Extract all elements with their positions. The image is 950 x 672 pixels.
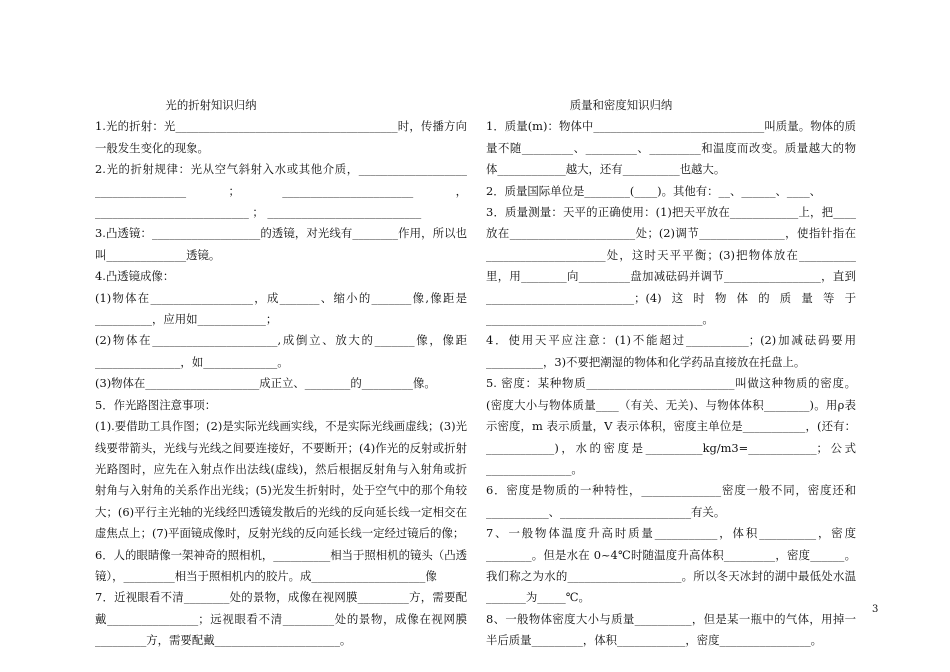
- page-number: 3: [872, 604, 879, 615]
- right-item-6: 6．密度是物质的一种特性，______________密度一般不同，密度还和___________、_______________________有关。: [486, 483, 856, 519]
- left-item-7: 7．近视眼看不清________处的景物，成像在视网膜_________方，需要配戴________________；远视眼看不清_________处的景物，成像在视网膜_________方，需要配戴______________________。: [95, 590, 467, 648]
- right-item-8: 8、一般物体密度大小与质量__________，但是某一瓶中的气体，用掉一半后质量_________，体积____________，密度________________。: [486, 611, 856, 648]
- right-item-4: 4．使用天平应注意：(1)不能超过___________；(2)加减砝码要用__________，3)不要把潮湿的物体和化学药品直接放在托盘上。: [486, 333, 856, 369]
- right-column: [486, 95, 856, 652]
- left-item-5-notes: (1).要借助工具作图；(2)是实际光线画实线，不是实际光线画虚线；(3)光线要带箭头，光线与光线之间要连接好，不要断开；(4)作光的反射或折射光路图时，应先在入射点作出法线(虚线)，然后根据反射角与入射角或折射角与入射角的关系作出光线；(5)光发生折射时，处于空气中的那个角较大；(6)平行主光轴的光线经凹透镜发散后的光线的反向延长线一定相交在虚焦点上；(7)平面镜成像时，反射光线的反向延长线一定经过镜后的像；: [95, 419, 467, 541]
- left-column: [95, 95, 471, 652]
- left-item-6: 6．人的眼睛像一架神奇的照相机，__________相当于照相机的镜头（凸透镜），_________相当于照相机内的胶片。成____________________像: [95, 547, 467, 583]
- right-item-2: 2．质量国际单位是________(____)。其他有：__、______、____、: [486, 183, 822, 198]
- left-item-4-1: (1)物体在__________________，成_______、缩小的_______像,像距是__________，应用如____________；: [95, 290, 467, 327]
- left-item-1: 1.光的折射：光_______________________________________时，传播方向一般发生变化的现象。: [95, 119, 467, 155]
- left-item-2: 2.光的折射规律：光从空气斜射入水或其他介质，___________________ ________________ ； _______________________ ， ___________________________ ； ___________________________: [95, 162, 471, 220]
- right-item-7: 7、一般物体温度升高时质量___________，体积__________，密度________。但是水在 0~4℃时随温度升高体积_________，密度______。我们称之为水的____________________。所以冬天冰封的湖中最低处水温_______为_____℃。: [486, 526, 856, 605]
- left-item-5: 5．作光路图注意事项：: [95, 397, 217, 412]
- right-item-3: 3．质量测量：天平的正确使用：(1)把天平放在____________上，把____放在______________________处；(2)调节_______________，使指针指在_____________________处，这时天平平衡；(3)把物体放在__________里，用________向_________盘加减砝码并调节_________________，直到__________________________；(4)这时物体的质量等于______________________________________。: [486, 205, 856, 327]
- left-title: 光的折射知识归纳: [165, 98, 257, 112]
- left-item-4: 4.凸透镜成像：: [95, 269, 175, 284]
- left-item-3: 3.凸透镜：___________________的透镜，对光线有________作用，所以也叫______________透镜。: [95, 226, 467, 262]
- left-item-4-2: (2)物体在______________________,成倒立、放大的_______像，像距_______________，如_____________。: [95, 333, 467, 369]
- right-title: 质量和密度知识归纳: [569, 98, 673, 112]
- left-item-4-3: (3)物体在____________________成正立、________的_________像。: [95, 376, 436, 391]
- right-item-5: 5. 密度：某种物质__________________________叫做这种物质的密度。(密度大小与物体质量____（有关、无关)、与物体体积________)。用ρ表示密度，m 表示质量，V 表示体积，密度主单位是___________，(还有：____________)，水的密度是__________kg/m3=____________；公式_______________。: [486, 376, 856, 476]
- right-item-1: 1．质量(m)：物体中______________________________叫质量。物体的质量不随_________、_________、_________和温度而改变。质量越大的物体____________越大，还有__________也越大。: [486, 119, 856, 177]
